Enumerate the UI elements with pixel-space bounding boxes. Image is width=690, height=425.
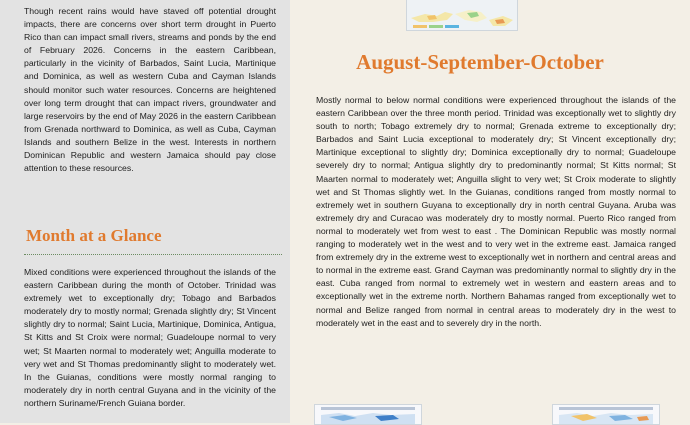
bottom-right-map-figure [552,404,660,425]
outlook-paragraph: Though recent rains would have staved off potential drought impacts, there are concerns over short term drought in Puerto Rico than can impact small rivers, streams and ponds by the end of February 2026. Concerns in the eastern Caribbean, particularly in the vicinity of Barbados, Saint Lucia, Martinique and Dominica, as well as western Cuba and Cayman Islands should monitor such water resources. Concerns are heightened over long term drought that can impact rivers, groundwater and large reservoirs by the end of May 2026 in the eastern Caribbean from Grenada northward to Dominica, as well as Cuba, Cayman Islands and southern Belize in the west. Interests in northern Dominican Republic and western Jamaica should pay close attention to these resources. [24,6,276,174]
month-at-a-glance-heading: Month at a Glance [26,226,162,245]
left-sidebar-panel [0,0,290,423]
top-map-figure [406,0,518,31]
aso-paragraph: Mostly normal to below normal conditions were experienced throughout the islands of the eastern Caribbean over the three month period. Trinidad was exceptionally wet to slightly dry south to north; Tobago extremely dry to normal; Grenada extreme to exceptionally dry; Barbados and Saint Lucia exceptional to moderately dry; St Vincent exceptionally dry; Martinique exceptional to slightly dry; Dominica exceptionally dry to normal; Guadeloupe severely dry to normal; Antigua slightly dry to predominantly normal; St Kitts normal; St Maarten normal to moderately wet; Anguilla slight to very wet; St Croix moderate to slightly wet and St Thomas slightly wet. In the Guianas, conditions ranged from mostly normal to extremely wet in southern Guyana to exceptionally dry in north central Guyana. Aruba was extremely dry and Curacao was moderately dry to mostly normal. Puerto Rico ranged from normal to moderately wet from west to east . The Dominican Republic was mostly normal ranging to moderately wet in the west and to very wet in the extreme east. Jamaica ranged from extremely dry in the extreme west to exceptionally wet in northern and central areas and to normal in the extreme east. Grand Cayman was predominantly normal to slightly dry in the east. Cuba ranged from normal to extremely wet in western and eastern areas and to exceptionally wet in the extreme north. Northern Bahamas ranged from exceptionally wet to normal and Belize ranged from normal in central areas to moderately dry in the west to moderately wet in the east and to severely dry in the north. [316,95,676,328]
main-content-column [290,0,690,423]
section-divider [24,254,282,255]
month-at-a-glance-paragraph: Mixed conditions were experienced throughout the islands of the eastern Caribbean during the month of October. Trinidad was extremely wet to exceptionally dry; Tobago and Barbados moderately dry to mostly normal; Grenada slightly dry; St Vincent slightly dry to normal; Saint Lucia, Martinique, Dominica, Antigua, St Kitts and St Croix were normal; Guadeloupe normal to very wet; St Maarten normal to moderately wet; Anguilla moderate to very wet and St Thomas predominantly slight to moderately wet. In the Guianas, conditions were mostly normal ranging to moderately dry in north central Guyana and in the vicinity of the northern Suriname/French Guiana border. [24,267,276,408]
spi-map-image-right [553,405,659,424]
caribbean-map-image [407,0,517,30]
spi-map-image-left [315,405,421,424]
aso-heading: August-September-October [356,50,604,74]
bottom-left-map-figure [314,404,422,425]
